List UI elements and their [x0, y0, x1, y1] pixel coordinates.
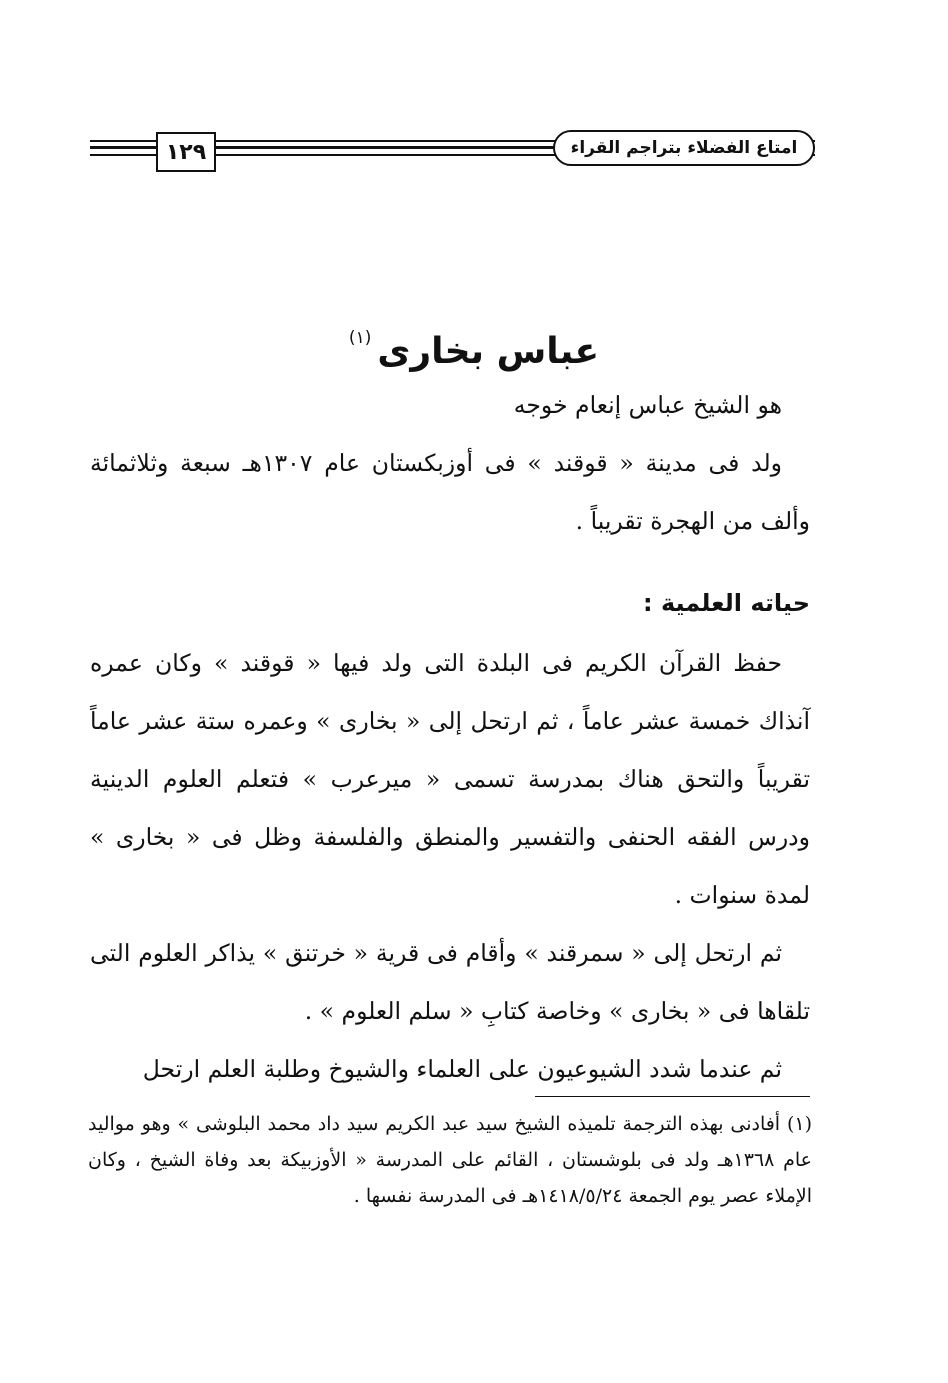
chapter-title-text: عباس بخارى	[377, 331, 600, 372]
chapter-title	[0, 308, 948, 382]
running-header	[90, 126, 815, 176]
body-paragraph: ثم عندما شدد الشيوعيون على العلماء والشيوخ وطلبة العلم ارتحل	[142, 1055, 782, 1083]
body-text	[90, 634, 810, 1098]
footnote-reference: (١)	[348, 328, 372, 348]
section-heading: حياته العلمية :	[642, 589, 810, 617]
intro-name-line: هو الشيخ عباس إنعام خوجه	[513, 391, 782, 419]
footnotes	[88, 1106, 812, 1214]
page-number: ١٢٩	[156, 132, 216, 172]
intro-block	[90, 376, 810, 550]
body-paragraph: ثم ارتحل إلى « سمرقند » وأقام فى قرية « خرتنق » يذاكر العلوم التى تلقاها فى « بخارى » وخاصة كتابِ « سلم العلوم » .	[90, 939, 810, 1025]
body-paragraph: حفظ القرآن الكريم فى البلدة التى ولد فيها « قوقند » وكان عمره آنذاك خمسة عشر عاماً ، ثم ارتحل إلى « بخارى » وعمره ستة عشر عاماً تقريباً والتحق هناك بمدرسة تسمى « ميرعرب » فتعلم العلوم الدينية ودرس الفقه الحنفى والتفسير والمنطق والفلسفة وظل فى « بخارى » لمدة سنوات .	[90, 649, 810, 909]
book-title: امتاع الفضلاء بتراجم القراء	[553, 130, 815, 166]
footnote-text: (١) أفادنى بهذه الترجمة تلميذه الشيخ سيد عبد الكريم سيد داد محمد البلوشى » وهو مواليد عام ١٣٦٨هـ ولد فى بلوشستان ، القائم على المدرسة « الأوزبيكة بعد وفاة الشيخ ، وكان الإملاء عصر يوم الجمعة ١٤١٨/٥/٢٤هـ فى المدرسة نفسها .	[88, 1113, 812, 1207]
intro-birth-paragraph: ولد فى مدينة « قوقند » فى أوزبكستان عام ١٣٠٧هـ سبعة وثلاثمائة وألف من الهجرة تقريباً .	[90, 449, 810, 535]
footnote-separator	[535, 1096, 810, 1097]
